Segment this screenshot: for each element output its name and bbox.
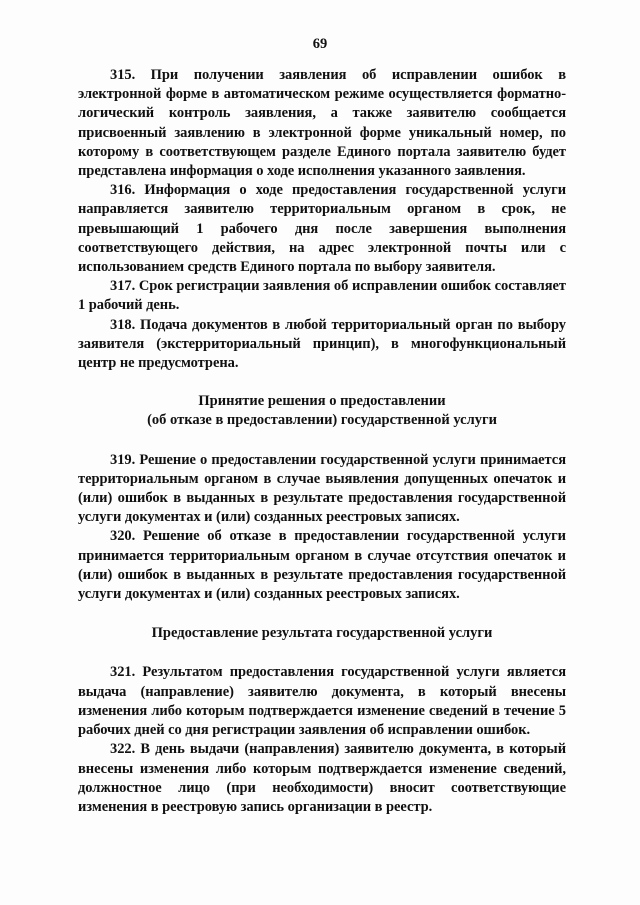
paragraph-318: 318. Подача документов в любой территориальный орган по выбору заявителя (экстерриториальный принцип), в многофункциональный центр не предусмотрена. bbox=[78, 316, 566, 372]
paragraph-316: 316. Информация о ходе предоставления государственной услуги направляется заявителю территориальным органом в срок, не превышающий 1 рабочего дня после завершения выполнения соответствующего действия, на адрес электронной почты или с использованием средств Единого портала по выбору заявителя. bbox=[78, 182, 566, 276]
paragraph-321: 321. Результатом предоставления государственной услуги является выдача (направление) заявителю документа, в который внесены изменения либо которым подтверждается изменение сведений в течение 5 рабочих дней со дня регистрации заявления об исправлении ошибок. bbox=[78, 664, 566, 739]
spacer bbox=[78, 604, 566, 624]
page-number: 69 bbox=[312, 36, 328, 52]
section-heading-decision-line1: Принятие решения о предоставлении bbox=[198, 393, 446, 410]
section-heading-decision-line2: (об отказе в предоставлении) государственной услуги bbox=[147, 412, 497, 429]
paragraph-322: 322. В день выдачи (направления) заявителю документа, в который внесены изменения либо которым подтверждается изменение сведений, должностное лицо (при необходимости) вносит соответствующие изменения в реестровую запись организации в реестр. bbox=[78, 741, 566, 815]
paragraph-320: 320. Решение об отказе в предоставлении государственной услуги принимается территориальным органом в случае отсутствия опечаток и (или) ошибок в выданных в результате предоставления государственной услуги документах и (или) созданных реестровых записях. bbox=[78, 528, 566, 603]
paragraph-315: 315. При получении заявления об исправлении ошибок в электронной форме в автоматическом режиме осуществляется форматно-логический контроль заявления, а также заявителю сообщается присвоенный заявлению в электронной форме уникальный номер, по которому в соответствующем разделе Единого портала заявителю будет представлена информация о ходе исполнения указанного заявления. bbox=[78, 67, 566, 180]
section-heading-result: Предоставление результата государственной услуги bbox=[151, 625, 493, 642]
document-body bbox=[78, 66, 566, 817]
spacer bbox=[78, 643, 566, 663]
spacer bbox=[78, 431, 566, 451]
paragraph-317: 317. Срок регистрации заявления об исправлении ошибок составляет 1 рабочий день. bbox=[78, 278, 566, 314]
spacer bbox=[78, 373, 566, 392]
paragraph-319: 319. Решение о предоставлении государственной услуги принимается территориальным органом в случае выявления допущенных опечаток и (или) ошибок в выданных в результате предоставления государственной услуги документах и (или) созданных реестровых записях. bbox=[78, 451, 566, 526]
